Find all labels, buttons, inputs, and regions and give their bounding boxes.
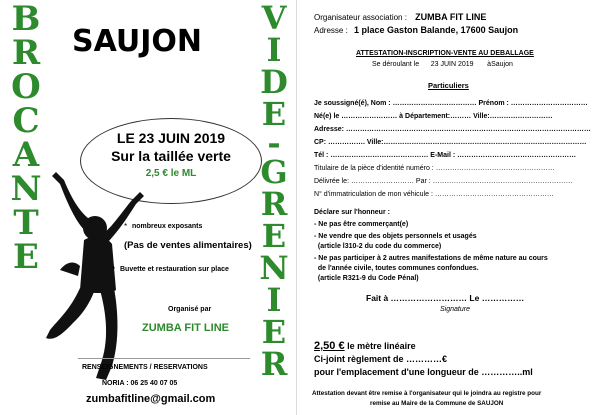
- form-field-birth[interactable]: Né(e) le …………………… à Département:……… Ville:………………………: [314, 113, 553, 120]
- address-line: [314, 25, 518, 35]
- attestation-form-page: [300, 0, 600, 415]
- vide-letter: D: [260, 63, 288, 101]
- event-details-line: Se déroulant le 23 JUIN 2019 àSaujon: [372, 61, 513, 68]
- event-title: SAUJON: [72, 24, 203, 59]
- brocante-letters: [10, 0, 42, 277]
- grenier-letter: R: [260, 345, 288, 383]
- honneur-item: (article R321-9 du Code Pénal): [314, 275, 419, 282]
- event-place: Sur la taillée verte: [111, 148, 231, 164]
- emplacement-line[interactable]: pour l'emplacement d'une longueur de …………..ml: [314, 367, 533, 377]
- reglement-line[interactable]: Ci-joint règlement de …………€: [314, 354, 448, 364]
- brocante-letter: R: [11, 33, 41, 73]
- event-price: 2,5 € le ML: [145, 168, 197, 179]
- honneur-item: de l'année civile, toutes communes confondues.: [314, 265, 479, 272]
- grenier-letter: R: [260, 185, 288, 223]
- grenier-letter: G: [260, 153, 288, 191]
- phone-contact: NORIA : 06 25 40 07 05: [102, 380, 178, 387]
- event-date: LE 23 JUIN 2019: [116, 130, 226, 146]
- form-field-id-number[interactable]: Titulaire de la pièce d'identité numéro : ……………………………………………: [314, 165, 555, 172]
- tarif-price: 2,50 €: [314, 340, 345, 352]
- grenier-letter: N: [259, 249, 289, 287]
- brocante-letter: E: [13, 237, 39, 277]
- flyer-page: [0, 0, 296, 415]
- honneur-item: - Ne pas être commerçant(e): [314, 221, 409, 228]
- form-field-delivered[interactable]: Délivrée le: ……………………… Par : ……………………………………………………: [314, 178, 573, 185]
- buvette-text: Buvette et restauration sur place: [120, 266, 229, 273]
- brocante-letter: B: [11, 0, 41, 39]
- brocante-letter: C: [12, 101, 40, 141]
- page-divider: [296, 0, 297, 415]
- vide-grenier-dash: -: [267, 124, 281, 162]
- organizer-name-form: ZUMBA FIT LINE: [415, 12, 487, 22]
- grenier-letter: E: [261, 313, 287, 351]
- honneur-item: - Ne vendre que des objets personnels et usagés: [314, 233, 477, 240]
- form-field-address[interactable]: Adresse: ……………………………………………………………………………………………: [314, 126, 591, 133]
- organizer-name: ZUMBA FIT LINE: [142, 322, 229, 334]
- form-field-vehicle[interactable]: N° d'immatriculation de mon véhicule : ……………………………………………: [314, 191, 554, 198]
- attestation-title: ATTESTATION-INSCRIPTION-VENTE AU DEBALLAGE: [356, 50, 534, 57]
- form-field-name[interactable]: Je soussigné(é), Nom : ……………………………… Prénom : ……………………………: [314, 100, 588, 107]
- grenier-letters: [259, 153, 289, 383]
- exposants-text: nombreux exposants: [132, 223, 203, 230]
- footer-note-2: remise au Maire de la Commune de SAUJON: [370, 400, 504, 407]
- form-field-cp-city[interactable]: CP: ……………. Ville:……………………………………………………………………………: [314, 139, 587, 146]
- brocante-letter: N: [10, 169, 42, 209]
- form-field-phone-email[interactable]: Tél : …………………………………… E-Mail : ……………………………………………: [314, 152, 577, 159]
- declare-label: Déclare sur l'honneur :: [314, 209, 390, 216]
- renseignements-title: RENSEIGNEMENTS / RESERVATIONS: [82, 364, 208, 371]
- tarif-unit: le mètre linéaire: [344, 341, 416, 351]
- vide-vertical-title: [252, 0, 296, 383]
- brocante-letter: A: [12, 135, 40, 175]
- honneur-item: - Ne pas participer à 2 autres manifestations de même nature au cours: [314, 255, 548, 262]
- organizer-label: Organisateur association :: [314, 13, 407, 22]
- email-contact[interactable]: zumbafitline@gmail.com: [86, 393, 216, 405]
- tarif-line: [314, 340, 416, 352]
- vide-letter: V: [261, 0, 287, 37]
- address-label: Adresse :: [314, 26, 348, 35]
- organised-by-label: Organisé par: [168, 306, 212, 313]
- grenier-letter: E: [261, 217, 287, 255]
- brocante-letter: T: [13, 203, 39, 243]
- footer-note-1: Attestation devant être remise à l'organisateur qui le joindra au registre pour: [312, 390, 542, 397]
- section-particuliers: Particuliers: [428, 81, 469, 90]
- vide-letter: I: [266, 31, 282, 69]
- brocante-letter: O: [11, 67, 41, 107]
- asterisk-icon: *: [112, 265, 116, 274]
- jumping-person-silhouette-icon: [40, 170, 150, 385]
- asterisk-icon: *: [124, 222, 128, 231]
- organizer-line: [314, 12, 486, 22]
- address-value: 1 place Gaston Balande, 17600 Saujon: [354, 25, 519, 35]
- grenier-letter: I: [266, 281, 282, 319]
- signature-label: Signature: [440, 306, 470, 313]
- vide-letter: E: [261, 95, 287, 133]
- vide-letters: [260, 0, 288, 133]
- fait-a-line[interactable]: Fait à ……………………… Le ……………: [366, 293, 525, 303]
- no-food-sales-text: (Pas de ventes alimentaires): [124, 240, 252, 251]
- honneur-item: (article l310-2 du code du commerce): [314, 243, 442, 250]
